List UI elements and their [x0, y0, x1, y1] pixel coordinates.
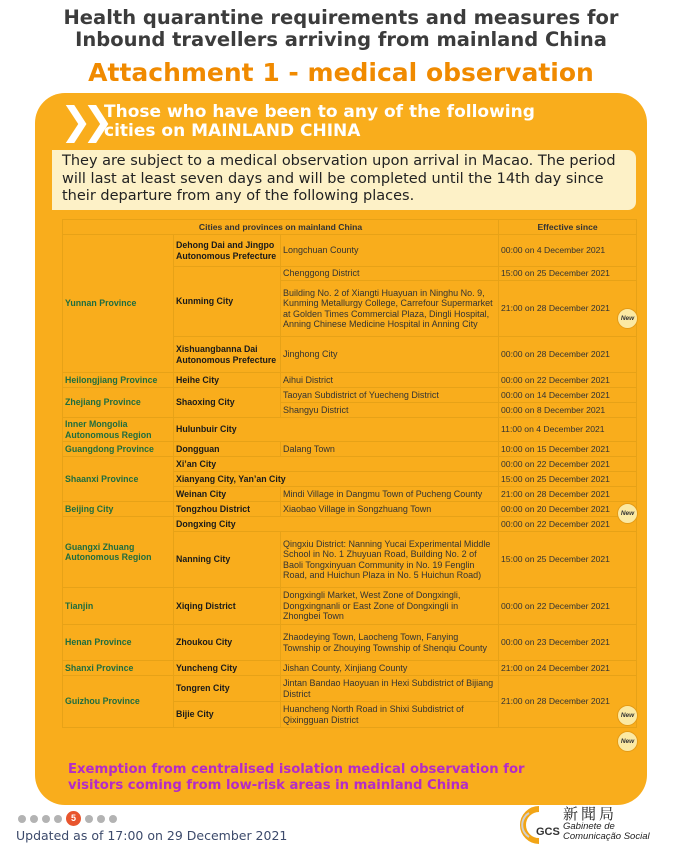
city-cell: Kunming City	[174, 267, 281, 337]
city-cell: Hulunbuir City	[174, 418, 499, 442]
province-cell: Zhejiang Province	[63, 388, 174, 418]
table-row	[63, 442, 637, 457]
table-header-row	[63, 220, 637, 235]
province-cell: Yunnan Province	[63, 235, 174, 373]
table-row	[63, 517, 637, 532]
table-row	[63, 676, 637, 702]
province-cell: Tianjin	[63, 588, 174, 625]
page-dot-current[interactable]: 5	[66, 811, 81, 826]
place-cell: Dalang Town	[281, 442, 499, 457]
table-row	[63, 235, 637, 267]
logo-chinese: 新聞局	[563, 805, 618, 823]
city-cell: Bijie City	[174, 702, 281, 728]
effective-cell: 00:00 on 8 December 2021	[499, 403, 637, 418]
places-table	[62, 219, 637, 728]
table-row	[63, 373, 637, 388]
section-heading-line-1: Those who have been to any of the following	[104, 102, 535, 122]
effective-cell: 00:00 on 28 December 2021	[499, 337, 637, 373]
place-cell: Jintan Bandao Haoyuan in Hexi Subdistrict of Bijiang District	[281, 676, 499, 702]
province-cell: Shaanxi Province	[63, 457, 174, 502]
attachment-title: Attachment 1 - medical observation	[88, 58, 594, 87]
logo-portuguese	[563, 822, 650, 842]
page-dot[interactable]	[42, 815, 50, 823]
city-cell: Tongzhou District	[174, 502, 281, 517]
place-cell: Longchuan County	[281, 235, 499, 267]
page-dot[interactable]	[54, 815, 62, 823]
effective-cell: 00:00 on 22 December 2021	[499, 588, 637, 625]
city-cell: Zhoukou City	[174, 625, 281, 661]
place-cell: Zhaodeying Town, Laocheng Town, Fanying Township or Zhouying Township of Shenqiu County	[281, 625, 499, 661]
effective-cell: 21:00 on 28 December 2021	[499, 281, 637, 337]
place-cell: Building No. 2 of Xiangti Huayuan in Ninghu No. 9, Kunming Metallurgy College, Carrefour Supermarket at Golden Times Commercial Plaza, Dingli Hospital, Anning Chinese Medicine Hospital in Anning City	[281, 281, 499, 337]
place-cell: Xiaobao Village in Songzhuang Town	[281, 502, 499, 517]
effective-cell: 00:00 on 4 December 2021	[499, 235, 637, 267]
city-cell: Weinan City	[174, 487, 281, 502]
city-cell: Nanning City	[174, 532, 281, 588]
city-cell: Tongren City	[174, 676, 281, 702]
province-cell: Guizhou Province	[63, 676, 174, 728]
table-row	[63, 418, 637, 442]
exemption-text: Exemption from centralised isolation medical observation for visitors coming from low-risk areas in mainland China	[68, 762, 525, 793]
province-cell: Heilongjiang Province	[63, 373, 174, 388]
place-cell: Huancheng North Road in Shixi Subdistrict of Qixingguan District	[281, 702, 499, 728]
section-heading	[104, 103, 624, 141]
place-cell: Dongxingli Market, West Zone of Dongxingli, Dongxingnanli or East Zone of Dongxingli in Zhongbei Town	[281, 588, 499, 625]
section-heading-line-2: cities on MAINLAND CHINA	[104, 121, 361, 141]
table-row	[63, 588, 637, 625]
page-dot[interactable]	[109, 815, 117, 823]
effective-cell: 21:00 on 28 December 2021	[499, 676, 637, 728]
effective-cell: 15:00 on 25 December 2021	[499, 267, 637, 281]
province-cell: Inner Mongolia Autonomous Region	[63, 418, 174, 442]
city-cell: Dehong Dai and Jingpo Autonomous Prefecture	[174, 235, 281, 267]
city-cell: Yuncheng City	[174, 661, 281, 676]
table-row	[63, 457, 637, 472]
effective-cell: 15:00 on 25 December 2021	[499, 472, 637, 487]
new-badge: New	[617, 705, 638, 726]
column-header-places: Cities and provinces on mainland China	[63, 220, 499, 235]
table-row	[63, 502, 637, 517]
page-dot[interactable]	[30, 815, 38, 823]
effective-cell: 10:00 on 15 December 2021	[499, 442, 637, 457]
city-cell: Heihe City	[174, 373, 281, 388]
city-cell: Dongguan	[174, 442, 281, 457]
title-line-2: Inbound travellers arriving from mainland China	[75, 28, 607, 51]
city-cell: Xi’an City	[174, 457, 499, 472]
updated-timestamp: Updated as of 17:00 on 29 December 2021	[16, 828, 288, 843]
place-cell: Aihui District	[281, 373, 499, 388]
city-cell: Xiqing District	[174, 588, 281, 625]
place-cell: Taoyan Subdistrict of Yuecheng District	[281, 388, 499, 403]
page-dot[interactable]	[18, 815, 26, 823]
table-row	[63, 661, 637, 676]
new-badge: New	[617, 503, 638, 524]
city-cell: Xianyang City, Yan’an City	[174, 472, 499, 487]
notice-text: They are subject to a medical observation upon arrival in Macao. The period will last at least seven days and will be completed until the 14th day since their departure from any of the following places.	[62, 153, 616, 204]
gcs-logo-icon	[517, 805, 560, 845]
page-title	[0, 7, 682, 51]
page-dot[interactable]	[85, 815, 93, 823]
table-row	[63, 625, 637, 661]
table-row	[63, 388, 637, 403]
effective-cell: 00:00 on 23 December 2021	[499, 625, 637, 661]
new-badge: New	[617, 308, 638, 329]
effective-cell: 00:00 on 14 December 2021	[499, 388, 637, 403]
logo-line-2: Comunicação Social	[563, 831, 650, 842]
title-line-1: Health quarantine requirements and measures for	[63, 6, 619, 29]
effective-cell: 15:00 on 25 December 2021	[499, 532, 637, 588]
place-cell: Jishan County, Xinjiang County	[281, 661, 499, 676]
effective-cell: 21:00 on 24 December 2021	[499, 661, 637, 676]
new-badge: New	[617, 731, 638, 752]
effective-cell: 00:00 on 22 December 2021	[499, 517, 637, 532]
effective-cell: 00:00 on 22 December 2021	[499, 373, 637, 388]
effective-cell: 11:00 on 4 December 2021	[499, 418, 637, 442]
province-cell: Beijing City	[63, 502, 174, 517]
place-cell: Jinghong City	[281, 337, 499, 373]
effective-cell: 00:00 on 20 December 2021	[499, 502, 637, 517]
chevron-right-icon: ❯❯	[60, 99, 104, 143]
province-cell: Guangxi Zhuang Autonomous Region	[63, 517, 174, 588]
logo-abbr: GCS	[536, 826, 560, 838]
logo-line-1: Gabinete de	[563, 821, 615, 832]
province-cell: Henan Province	[63, 625, 174, 661]
city-cell: Dongxing City	[174, 517, 499, 532]
place-cell: Mindi Village in Dangmu Town of Pucheng County	[281, 487, 499, 502]
column-header-effective: Effective since	[499, 220, 637, 235]
place-cell: Shangyu District	[281, 403, 499, 418]
province-cell: Shanxi Province	[63, 661, 174, 676]
place-cell: Qingxiu District: Nanning Yucai Experimental Middle School in No. 1 Zhuyuan Road, Building No. 2 of Baoli Tongxinyuan Community in No. 19 Fenglin Road, and Huichun Plaza in No. 5 Huichun Road)	[281, 532, 499, 588]
city-cell: Shaoxing City	[174, 388, 281, 418]
effective-cell: 00:00 on 22 December 2021	[499, 457, 637, 472]
effective-cell: 21:00 on 28 December 2021	[499, 487, 637, 502]
place-cell: Chenggong District	[281, 267, 499, 281]
page-dot[interactable]	[97, 815, 105, 823]
city-cell: Xishuangbanna Dai Autonomous Prefecture	[174, 337, 281, 373]
province-cell: Guangdong Province	[63, 442, 174, 457]
